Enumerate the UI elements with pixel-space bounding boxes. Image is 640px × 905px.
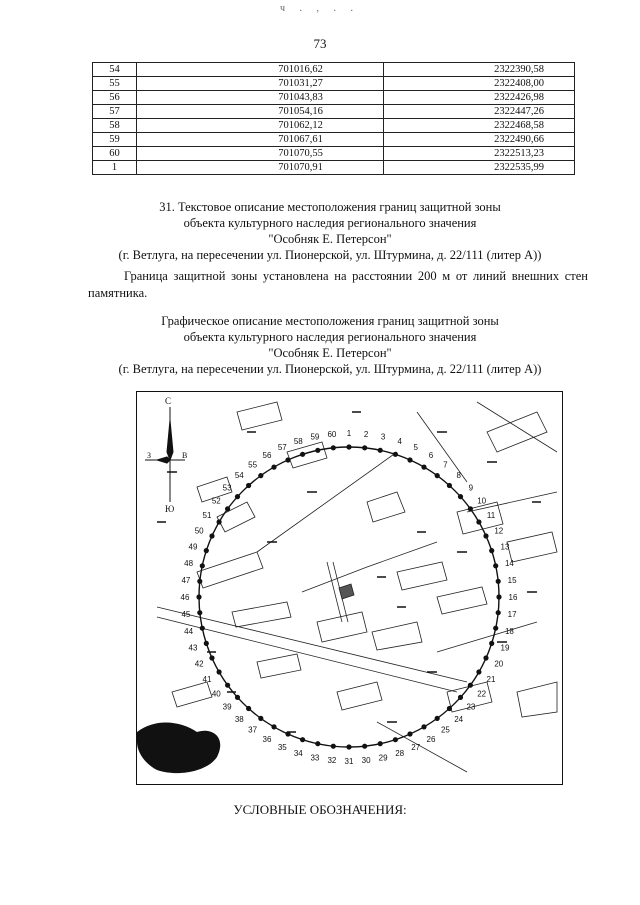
cadastral-base-layer <box>157 402 557 772</box>
boundary-point-label: 53 <box>222 483 232 493</box>
boundary-point-label: 39 <box>222 702 232 712</box>
protection-zone-map <box>136 391 563 785</box>
boundary-point <box>258 473 263 478</box>
boundary-point-label: 59 <box>310 432 320 442</box>
boundary-point-label: 32 <box>327 756 337 766</box>
boundary-point-label: 1 <box>346 429 352 438</box>
boundary-point <box>204 641 209 646</box>
compass-east-label: В <box>182 451 188 460</box>
boundary-point-label: 38 <box>234 714 244 724</box>
boundary-point-label: 40 <box>211 689 221 699</box>
boundary-point <box>217 519 222 524</box>
table-row <box>93 119 575 133</box>
boundary-point-label: 3 <box>380 432 386 442</box>
boundary-points <box>181 429 518 766</box>
building-outline <box>317 612 367 642</box>
boundary-point <box>300 452 305 457</box>
table-row <box>93 147 575 161</box>
x-coordinate-cell: 701070,91 <box>136 161 383 175</box>
table-row <box>93 161 575 175</box>
boundary-point <box>489 641 494 646</box>
street-line <box>302 542 437 592</box>
boundary-point <box>447 483 452 488</box>
boundary-point <box>496 610 501 615</box>
boundary-point-label: 30 <box>361 756 371 766</box>
boundary-point-label: 4 <box>397 437 402 446</box>
map-drawing <box>137 392 562 784</box>
boundary-point <box>300 737 305 742</box>
boundary-point <box>496 594 501 599</box>
street-line <box>477 402 557 452</box>
y-coordinate-cell: 2322390,58 <box>383 63 574 77</box>
building-outline <box>397 562 447 590</box>
point-number-cell: 57 <box>93 105 137 119</box>
scan-artifacts: ч . , . . <box>280 3 360 14</box>
boundary-point-label: 11 <box>486 511 496 520</box>
y-coordinate-cell: 2322447,26 <box>383 105 574 119</box>
boundary-point <box>362 744 367 749</box>
building-outline <box>232 602 291 627</box>
boundary-point-label: 44 <box>184 627 194 637</box>
table-row <box>93 133 575 147</box>
boundary-point <box>496 579 501 584</box>
boundary-point <box>217 669 222 674</box>
text-heading-line-3: "Особняк Е. Петерсон" <box>268 232 392 246</box>
boundary-point <box>197 579 202 584</box>
graphic-heading-line-4: (г. Ветлуга, на пересечении ул. Пионерской, ул. Штурмина, д. 22/111 (литер А)) <box>118 362 542 376</box>
boundary-point-label: 29 <box>378 753 388 763</box>
boundary-point <box>393 737 398 742</box>
boundary-point <box>196 594 201 599</box>
boundary-point <box>421 724 426 729</box>
boundary-point <box>458 494 463 499</box>
boundary-point <box>407 731 412 736</box>
boundary-point <box>209 655 214 660</box>
boundary-point <box>271 724 276 729</box>
boundary-point <box>447 706 452 711</box>
boundary-point <box>435 716 440 721</box>
building-outline <box>372 622 422 650</box>
boundary-point <box>246 706 251 711</box>
table-row <box>93 91 575 105</box>
building-outline <box>172 682 212 707</box>
boundary-point <box>285 731 290 736</box>
boundary-point-label: 47 <box>181 575 191 585</box>
boundary-point <box>421 465 426 470</box>
point-number-cell: 56 <box>93 91 137 105</box>
compass-south-label: Ю <box>165 504 175 514</box>
boundary-point-label: 2 <box>363 429 369 439</box>
x-coordinate-cell: 701054,16 <box>136 105 383 119</box>
boundary-point-label: 24 <box>454 714 464 724</box>
y-coordinate-cell: 2322468,58 <box>383 119 574 133</box>
x-coordinate-cell: 701043,83 <box>136 91 383 105</box>
boundary-point <box>362 445 367 450</box>
boundary-point-label: 21 <box>486 675 496 684</box>
boundary-point <box>315 741 320 746</box>
boundary-point <box>209 533 214 538</box>
x-coordinate-cell: 701067,61 <box>136 133 383 147</box>
boundary-point-label: 13 <box>500 542 510 552</box>
boundary-point <box>204 548 209 553</box>
boundary-point-label: 52 <box>211 496 221 506</box>
boundary-point-label: 35 <box>277 742 287 752</box>
boundary-point <box>493 563 498 568</box>
table-row <box>93 105 575 119</box>
building-outline <box>487 412 547 452</box>
compass-needle <box>157 457 170 463</box>
table-row <box>93 63 575 77</box>
boundary-point-label: 34 <box>293 749 303 758</box>
boundary-point-label: 6 <box>428 451 434 460</box>
boundary-point-label: 42 <box>194 659 204 669</box>
graphic-heading-line-3: "Особняк Е. Петерсон" <box>268 346 392 360</box>
building-outline <box>507 532 557 562</box>
boundary-point <box>493 626 498 631</box>
boundary-point <box>235 695 240 700</box>
y-coordinate-cell: 2322408,00 <box>383 77 574 91</box>
building-outline <box>257 654 301 678</box>
x-coordinate-cell: 701062,12 <box>136 119 383 133</box>
forest-area <box>137 723 220 774</box>
table-row <box>93 77 575 91</box>
boundary-point <box>258 716 263 721</box>
graphic-heading-line-1: Графическое описание местоположения границ защитной зоны <box>161 314 499 328</box>
y-coordinate-cell: 2322535,99 <box>383 161 574 175</box>
compass-rose <box>145 396 187 514</box>
boundary-point-label: 28 <box>395 749 405 758</box>
boundary-point-label: 7 <box>443 460 448 470</box>
boundary-point-label: 50 <box>194 526 204 536</box>
boundary-point <box>200 626 205 631</box>
boundary-point <box>200 563 205 568</box>
boundary-point-label: 14 <box>504 558 514 568</box>
boundary-point <box>483 655 488 660</box>
boundary-point-label: 37 <box>248 725 258 735</box>
boundary-point-label: 25 <box>440 725 450 735</box>
street-line <box>257 452 397 552</box>
boundary-point-label: 9 <box>468 483 474 493</box>
boundary-point <box>225 683 230 688</box>
boundary-point-label: 22 <box>477 689 487 699</box>
boundary-point-label: 51 <box>202 511 212 520</box>
boundary-point <box>246 483 251 488</box>
y-coordinate-cell: 2322426,98 <box>383 91 574 105</box>
boundary-point <box>435 473 440 478</box>
boundary-point-label: 45 <box>181 610 191 620</box>
street-line <box>157 607 467 682</box>
x-coordinate-cell: 701070,55 <box>136 147 383 161</box>
boundary-point-label: 5 <box>413 443 418 453</box>
boundary-point <box>476 519 481 524</box>
boundary-point <box>346 444 351 449</box>
boundary-point <box>458 695 463 700</box>
boundary-point-label: 43 <box>188 643 198 653</box>
boundary-point <box>346 744 351 749</box>
compass-north-label: С <box>165 396 172 406</box>
page-number: 73 <box>313 36 327 51</box>
boundary-point-label: 16 <box>508 593 518 602</box>
x-coordinate-cell: 701031,27 <box>136 77 383 91</box>
street-line <box>437 622 537 652</box>
boundary-point <box>271 465 276 470</box>
boundary-point-label: 49 <box>188 542 198 552</box>
boundary-point-label: 27 <box>411 742 421 752</box>
boundary-point-label: 48 <box>184 558 194 568</box>
boundary-point-label: 56 <box>262 451 272 460</box>
boundary-point-label: 31 <box>344 757 354 766</box>
point-number-cell: 54 <box>93 63 137 77</box>
building-outline <box>237 402 282 430</box>
point-number-cell: 55 <box>93 77 137 91</box>
boundary-point-label: 58 <box>293 437 303 446</box>
boundary-point <box>468 683 473 688</box>
boundary-point <box>225 506 230 511</box>
graphic-heading-line-2: объекта культурного наследия регионального значения <box>183 330 477 344</box>
building-outline <box>337 682 382 710</box>
boundary-point <box>197 610 202 615</box>
boundary-point <box>331 744 336 749</box>
x-coordinate-cell: 701016,62 <box>136 63 383 77</box>
boundary-point <box>489 548 494 553</box>
building-outline <box>437 587 487 614</box>
boundary-point-label: 41 <box>202 675 212 684</box>
boundary-point-label: 60 <box>327 429 337 439</box>
graphic-description-heading <box>60 313 600 377</box>
boundary-point-label: 12 <box>494 526 504 536</box>
coordinates-table-body <box>93 63 575 175</box>
boundary-point <box>331 445 336 450</box>
building-outline <box>367 492 405 522</box>
boundary-point <box>468 506 473 511</box>
boundary-point <box>476 669 481 674</box>
text-heading-line-4: (г. Ветлуга, на пересечении ул. Пионерской, ул. Штурмина, д. 22/111 (литер А)) <box>118 248 542 262</box>
boundary-point-label: 19 <box>500 643 510 653</box>
boundary-point <box>393 452 398 457</box>
point-number-cell: 60 <box>93 147 137 161</box>
building-outline <box>197 552 263 588</box>
boundary-point <box>315 448 320 453</box>
boundary-point-label: 57 <box>277 443 287 453</box>
coordinates-table <box>92 62 575 175</box>
boundary-point-label: 55 <box>248 460 258 470</box>
boundary-point-label: 20 <box>494 659 504 669</box>
boundary-point-label: 26 <box>426 735 436 744</box>
boundary-point-label: 54 <box>234 471 244 481</box>
boundary-point <box>483 533 488 538</box>
boundary-point <box>235 494 240 499</box>
point-number-cell: 1 <box>93 161 137 175</box>
boundary-point-label: 15 <box>507 575 517 585</box>
point-number-cell: 59 <box>93 133 137 147</box>
boundary-point-label: 10 <box>477 496 487 506</box>
y-coordinate-cell: 2322513,23 <box>383 147 574 161</box>
boundary-point <box>378 741 383 746</box>
street-line <box>377 722 467 772</box>
legend-heading: УСЛОВНЫЕ ОБОЗНАЧЕНИЯ: <box>233 802 407 817</box>
point-number-cell: 58 <box>93 119 137 133</box>
compass-needle <box>167 420 173 460</box>
boundary-point <box>378 448 383 453</box>
text-heading-line-2: объекта культурного наследия регионального значения <box>183 216 477 230</box>
survey-marks <box>157 412 541 732</box>
y-coordinate-cell: 2322490,66 <box>383 133 574 147</box>
boundary-point <box>285 457 290 462</box>
compass-west-label: З <box>147 451 152 460</box>
boundary-point-label: 33 <box>310 753 320 763</box>
boundary-point <box>407 457 412 462</box>
text-heading-line-1: 31. Текстовое описание местоположения границ защитной зоны <box>159 200 501 214</box>
boundary-point-label: 36 <box>262 735 272 744</box>
boundary-point-label: 46 <box>180 593 190 602</box>
boundary-point-label: 18 <box>504 627 514 637</box>
boundary-point-label: 17 <box>507 610 517 620</box>
building-outline <box>517 682 557 717</box>
text-description-heading <box>60 199 600 263</box>
monument-footprint <box>339 584 354 599</box>
boundary-point-label: 23 <box>466 702 476 712</box>
zone-distance-paragraph: Граница защитной зоны установлена на расстоянии 200 м от линий внешних стен памятника. <box>88 269 588 300</box>
boundary-point-label: 8 <box>456 471 461 481</box>
